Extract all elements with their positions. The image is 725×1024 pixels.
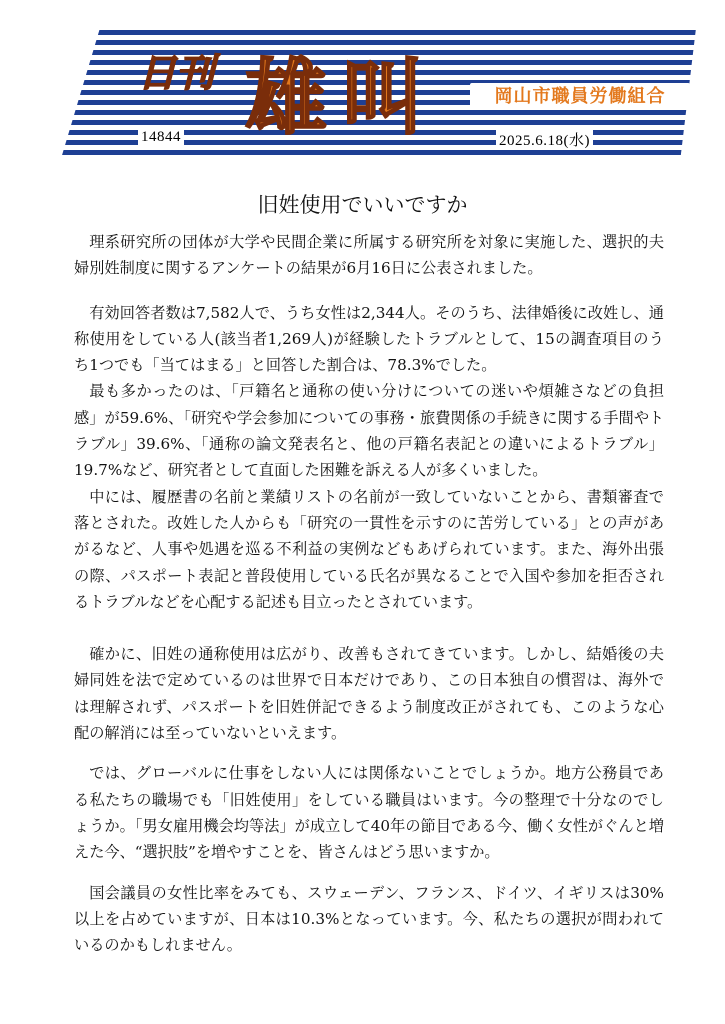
union-name: 岡山市職員労働組合 <box>470 83 690 110</box>
article-body <box>74 229 664 958</box>
masthead-title-char-2: 叫 <box>342 51 425 146</box>
masthead-title-char-1: 雄 <box>245 51 328 146</box>
masthead <box>60 28 696 162</box>
paragraph: 最も多かったのは、「戸籍名と通称の使い分けについての迷いや煩雑さなどの負担感」が59.6%、「研究や学会参加についての事務・旅費関係の手続きに関する手間やトラブル」39.6%、「通称の論文発表名と、他の戸籍名表記との違いによるトラブル」19.7%など、研究者として直面した困難を訴える人が多くいました。 <box>74 382 664 480</box>
paragraph: 確かに、旧姓の通称使用は広がり、改善もされてきています。しかし、結婚後の夫婦同姓を法で定めているのは世界で日本だけであり、この日本独自の慣習は、海外では理解されず、パスポートを旧姓併記できるよう制度改正がされても、このような心配の解消には至っていないといえます。 <box>74 645 664 743</box>
paragraph: では、グローバルに仕事をしない人には関係ないことでしょうか。地方公務員である私たちの職場でも「旧姓使用」をしている職員はいます。今の整理で十分なのでしょうか。「男女雇用機会均等法」が成立して40年の節目である今、働く女性がぐんと増えた今、“選択肢”を増やすことを、皆さんはどう思いますか。 <box>74 764 664 862</box>
issue-number: 14844 <box>138 129 184 146</box>
paragraph: 中には、履歴書の名前と業績リストの名前が一致していないことから、書類審査で落とされた。改姓した人からも「研究の一貫性を示すのに苦労している」との声があがるなど、人事や処遇を巡る不利益の実例などもあげられています。また、海外出張の際、パスポート表記と普段使用している氏名が異なることで入国や参加を拒否されるトラブルなどを心配する記述も目立ったとされています。 <box>74 487 664 611</box>
paragraph: 理系研究所の団体が大学や民間企業に所属する研究所を対象に実施した、選択的夫婦別姓制度に関するアンケートの結果が6月16日に公表されました。 <box>74 233 664 278</box>
paragraph: 有効回答者数は7,582人で、うち女性は2,344人。そのうち、法律婚後に改姓し、通称使用をしている人(該当者1,269人)が経験したトラブルとして、15の調査項目のうち1つでも「当てはまる」と回答した割合は、78.3%でした。 <box>74 303 664 375</box>
paragraph: 国会議員の女性比率をみても、スウェーデン、フランス、ドイツ、イギリスは30%以上を占めていますが、日本は10.3%となっています。今、私たちの選択が問われているのかもしれません。 <box>74 883 664 955</box>
article-headline: 旧姓使用でいいですか <box>257 193 468 217</box>
issue-date: 2025.6.18(水) <box>496 129 593 150</box>
masthead-small-title: 日刊 <box>138 51 215 95</box>
